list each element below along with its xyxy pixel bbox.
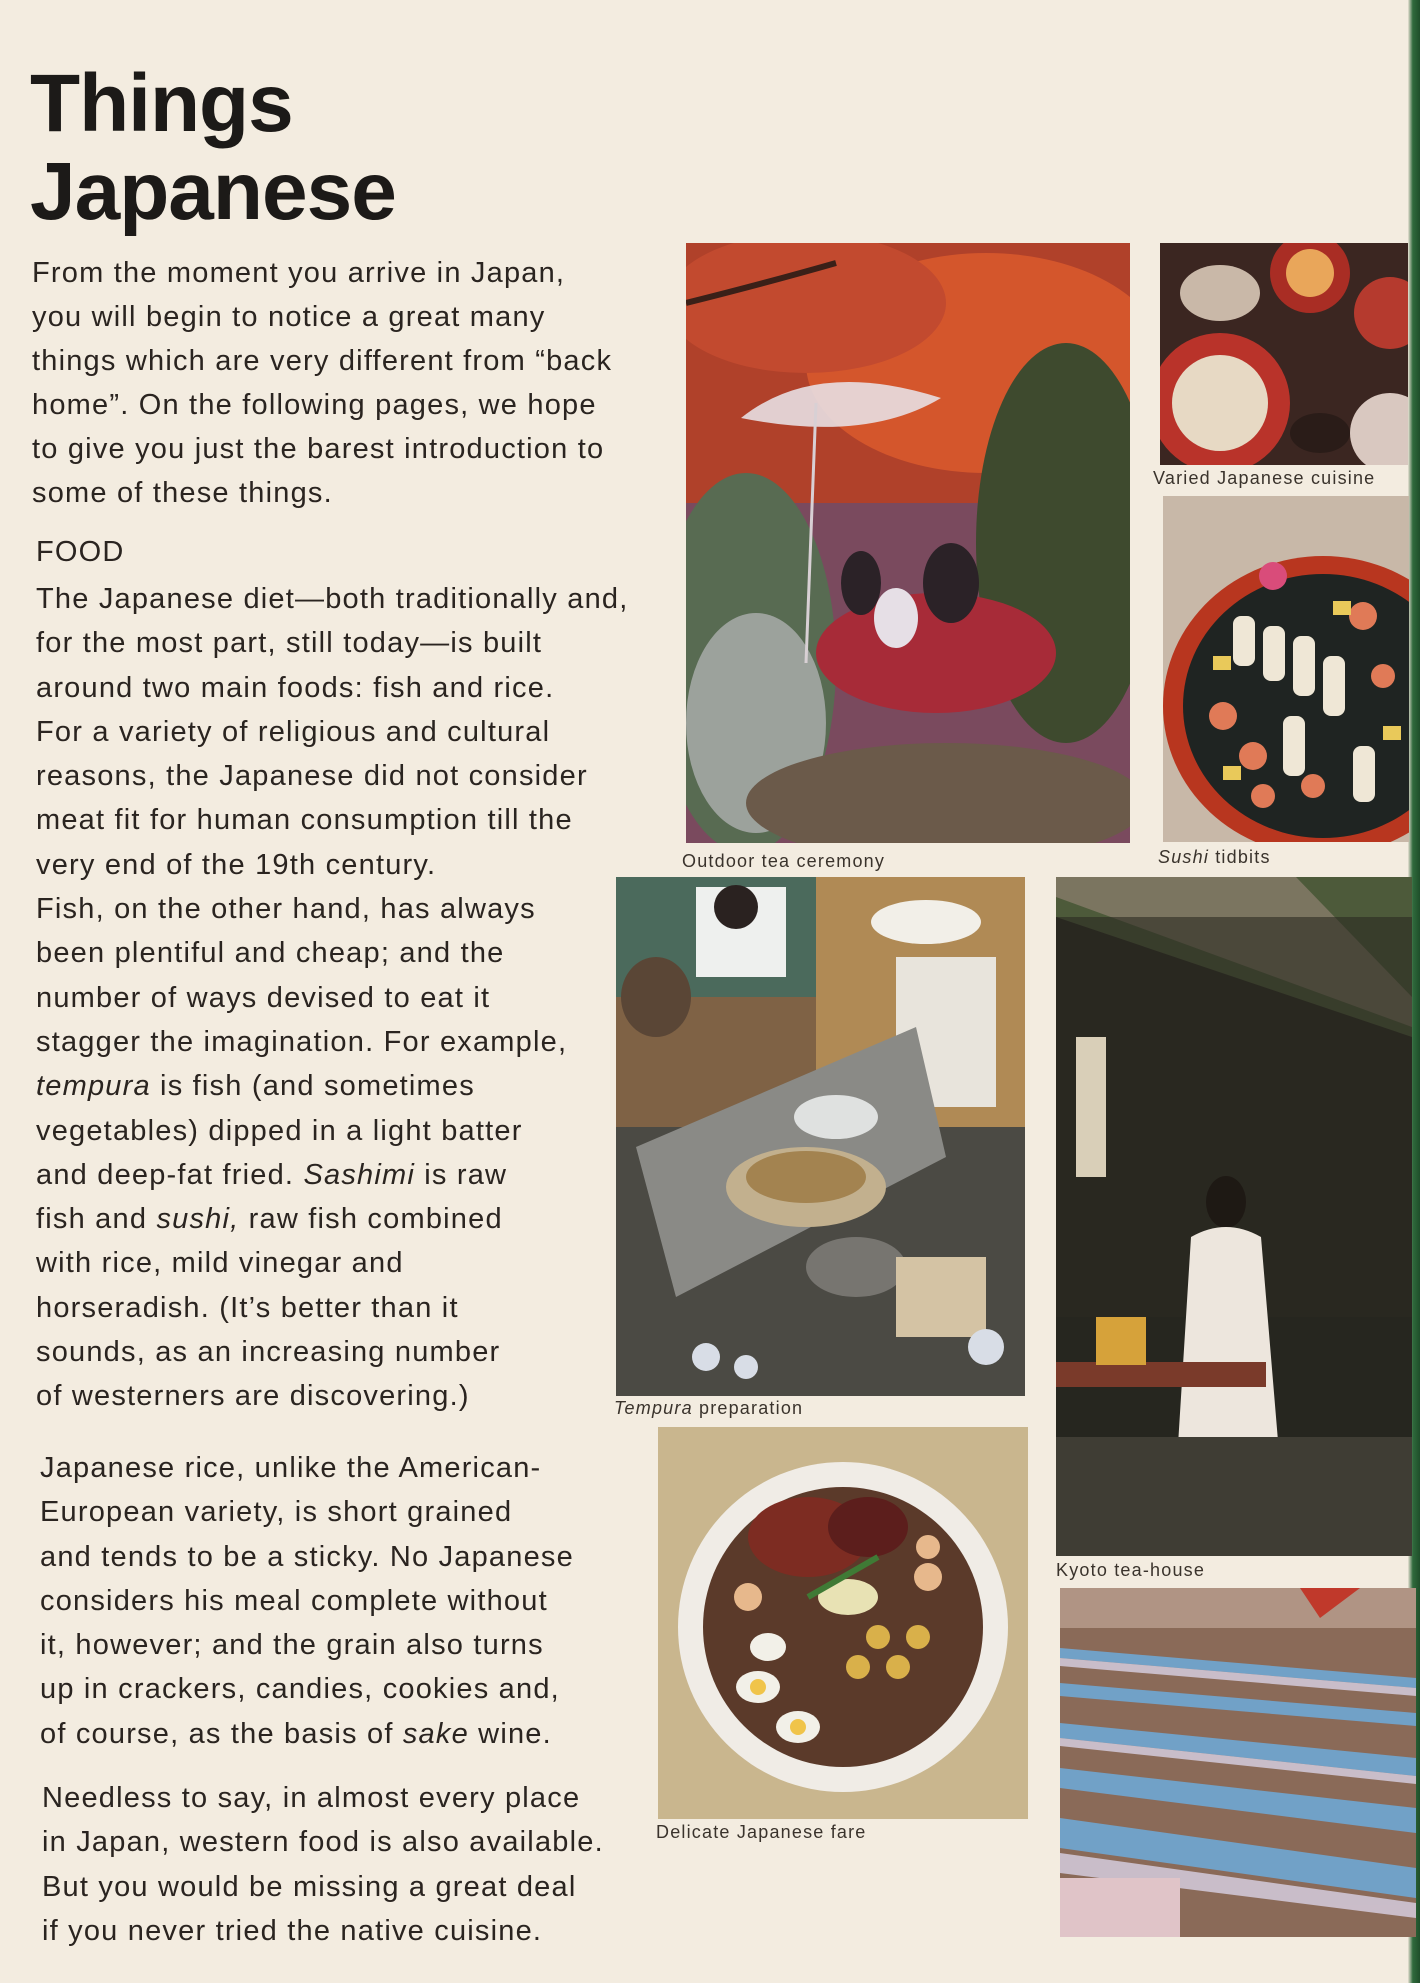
italic-term: Sashimi	[303, 1158, 415, 1191]
food-line-text: and deep-fat fried.	[36, 1158, 304, 1191]
food-line: For a variety of religious and cultural	[36, 715, 551, 748]
tempura-caption	[614, 1398, 803, 1419]
food-line: stagger the imagination. For example,	[36, 1025, 568, 1058]
intro-line: home”. On the following pages, we hope	[32, 389, 597, 421]
food-paragraph	[36, 577, 629, 1419]
title-line-2: Japanese	[30, 146, 396, 237]
western-line: Needless to say, in almost every place	[42, 1782, 581, 1814]
intro-line: you will begin to notice a great many	[32, 301, 546, 333]
western-food-paragraph	[42, 1776, 604, 1953]
cuisine-photo	[1160, 243, 1408, 465]
western-line: in Japan, western food is also available.	[42, 1826, 604, 1859]
rice-line: Japanese rice, unlike the American-	[40, 1452, 542, 1484]
italic-term: sake	[402, 1717, 469, 1750]
fabric-drying-photo	[1060, 1588, 1416, 1937]
food-line: very end of the 19th century.	[36, 848, 437, 881]
tempura-caption-term: Tempura	[614, 1398, 693, 1418]
intro-line: to give you just the barest introduction to	[32, 433, 605, 465]
sushi-photo	[1163, 496, 1409, 842]
food-line-text: raw fish combined	[239, 1203, 503, 1236]
tempura-caption-text: preparation	[692, 1398, 804, 1418]
rice-line: it, however; and the grain also turns	[40, 1629, 544, 1662]
rice-line-text: of course, as the basis of	[40, 1717, 403, 1750]
intro-line: things which are very different from “back	[32, 345, 613, 377]
food-line-text: fish and	[36, 1203, 157, 1236]
food-line: The Japanese diet—both traditionally and,	[36, 583, 629, 615]
food-line: Fish, on the other hand, has always	[36, 893, 536, 926]
tea-ceremony-photo	[686, 243, 1130, 843]
delicate-fare-caption: Delicate Japanese fare	[656, 1822, 867, 1842]
food-line: for the most part, still today—is built	[36, 627, 543, 660]
sushi-caption-term: Sushi	[1158, 847, 1210, 867]
rice-line	[40, 1712, 574, 1756]
delicate-fare-photo	[658, 1427, 1028, 1819]
cuisine-caption: Varied Japanese cuisine	[1153, 468, 1376, 488]
food-line-text: is raw	[415, 1158, 508, 1191]
food-line: sounds, as an increasing number	[36, 1336, 501, 1369]
title-line-1: Things	[30, 58, 293, 149]
food-heading: FOOD	[36, 536, 125, 568]
food-line: around two main foods: fish and rice.	[36, 671, 555, 704]
rice-paragraph	[40, 1446, 574, 1756]
intro-line: From the moment you arrive in Japan,	[32, 257, 566, 289]
page-title	[30, 60, 396, 236]
italic-term: tempura	[36, 1070, 151, 1103]
rice-line: considers his meal complete without	[40, 1584, 548, 1617]
tea-house-photo	[1056, 877, 1412, 1556]
food-line	[36, 1153, 629, 1197]
food-line: vegetables) dipped in a light batter	[36, 1114, 523, 1147]
food-line: been plentiful and cheap; and the	[36, 937, 505, 970]
rice-line: and tends to be a sticky. No Japanese	[40, 1540, 574, 1573]
tea-house-caption: Kyoto tea-house	[1056, 1560, 1206, 1580]
food-line: of westerners are discovering.)	[36, 1380, 470, 1413]
rice-line: up in crackers, candies, cookies and,	[40, 1673, 560, 1706]
tea-ceremony-caption: Outdoor tea ceremony	[682, 851, 886, 871]
food-line	[36, 1064, 629, 1108]
food-line: with rice, mild vinegar and	[36, 1247, 404, 1280]
food-line	[36, 1197, 629, 1241]
western-line: if you never tried the native cuisine.	[42, 1914, 543, 1947]
food-line: meat fit for human consumption till the	[36, 804, 573, 837]
food-line: number of ways devised to eat it	[36, 981, 491, 1014]
sushi-caption-text: tidbits	[1209, 847, 1271, 867]
italic-term: sushi,	[156, 1203, 240, 1236]
tempura-photo	[616, 877, 1025, 1396]
rice-line: European variety, is short grained	[40, 1496, 513, 1529]
rice-line-text: wine.	[468, 1717, 552, 1750]
intro-line: some of these things.	[32, 477, 333, 509]
sushi-caption	[1158, 847, 1271, 868]
food-line-text: is fish (and sometimes	[150, 1070, 475, 1103]
food-line: reasons, the Japanese did not consider	[36, 760, 588, 793]
intro-paragraph	[32, 251, 612, 515]
food-line: horseradish. (It’s better than it	[36, 1291, 459, 1324]
western-line: But you would be missing a great deal	[42, 1870, 577, 1903]
